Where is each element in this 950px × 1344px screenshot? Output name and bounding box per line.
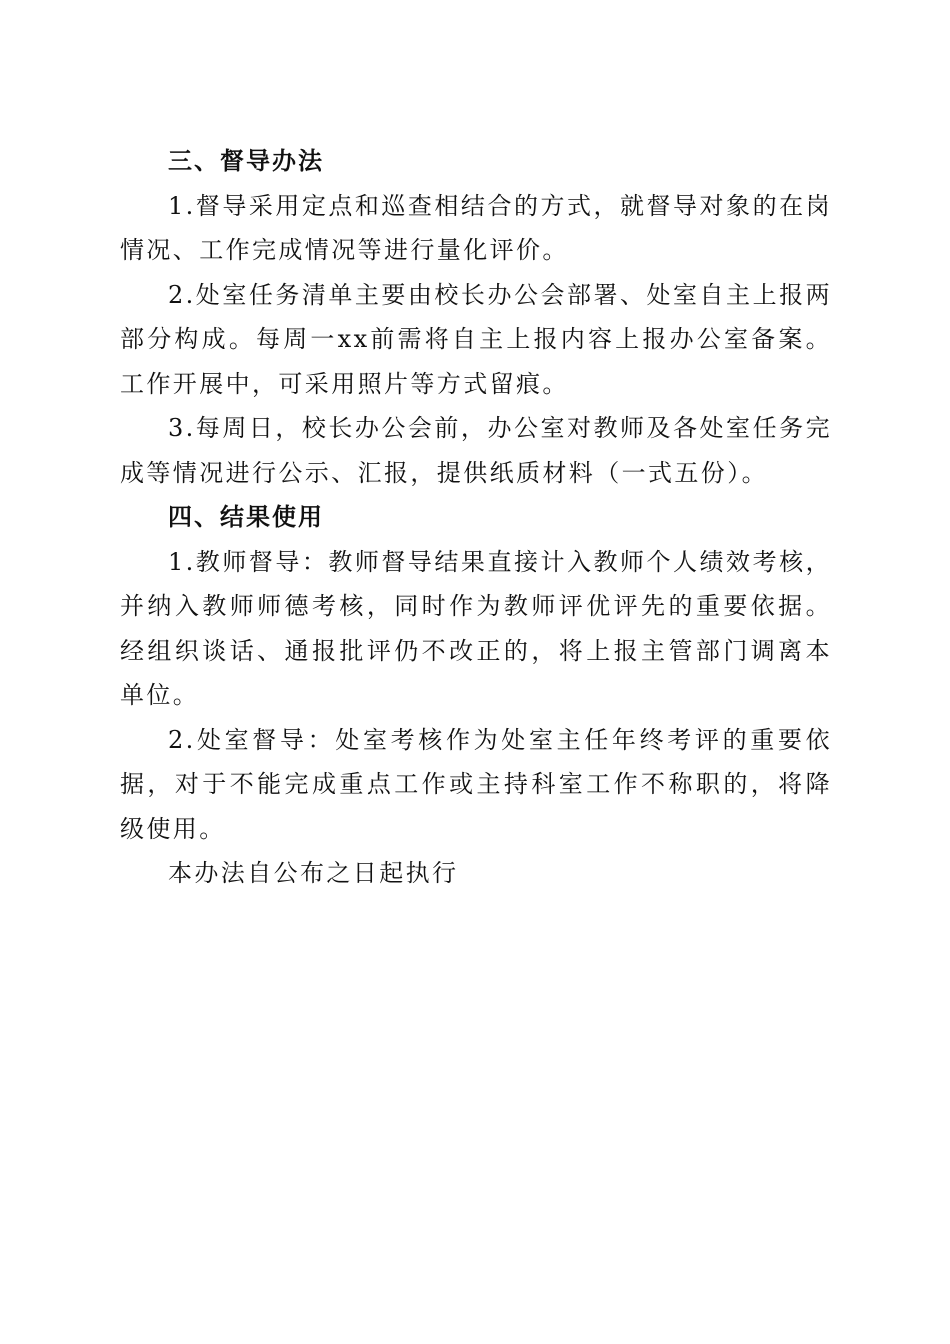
paragraph-results-use-1: 1.教师督导：教师督导结果直接计入教师个人绩效考核，并纳入教师师德考核，同时作为教师评优评先的重要依据。经组织谈话、通报批评仍不改正的，将上报主管部门调离本单位。 <box>120 547 832 709</box>
paragraph-closing: 本办法自公布之日起执行 <box>168 859 459 887</box>
section-heading-results-use: 四、结果使用 <box>168 503 324 531</box>
document-body <box>120 139 832 896</box>
paragraph-supervision-method-1: 1.督导采用定点和巡查相结合的方式，就督导对象的在岗情况、工作完成情况等进行量化评价。 <box>120 191 832 264</box>
paragraph-supervision-method-3: 3.每周日，校长办公会前，办公室对教师及各处室任务完成等情况进行公示、汇报，提供纸质材料（一式五份）。 <box>120 414 832 487</box>
paragraph-results-use-2: 2.处室督导：处室考核作为处室主任年终考评的重要依据，对于不能完成重点工作或主持科室工作不称职的，将降级使用。 <box>120 725 832 843</box>
paragraph-supervision-method-2: 2.处室任务清单主要由校长办公会部署、处室自主上报两部分构成。每周一xx前需将自主上报内容上报办公室备案。工作开展中，可采用照片等方式留痕。 <box>120 280 832 398</box>
section-heading-supervision-methods: 三、督导办法 <box>168 147 324 175</box>
